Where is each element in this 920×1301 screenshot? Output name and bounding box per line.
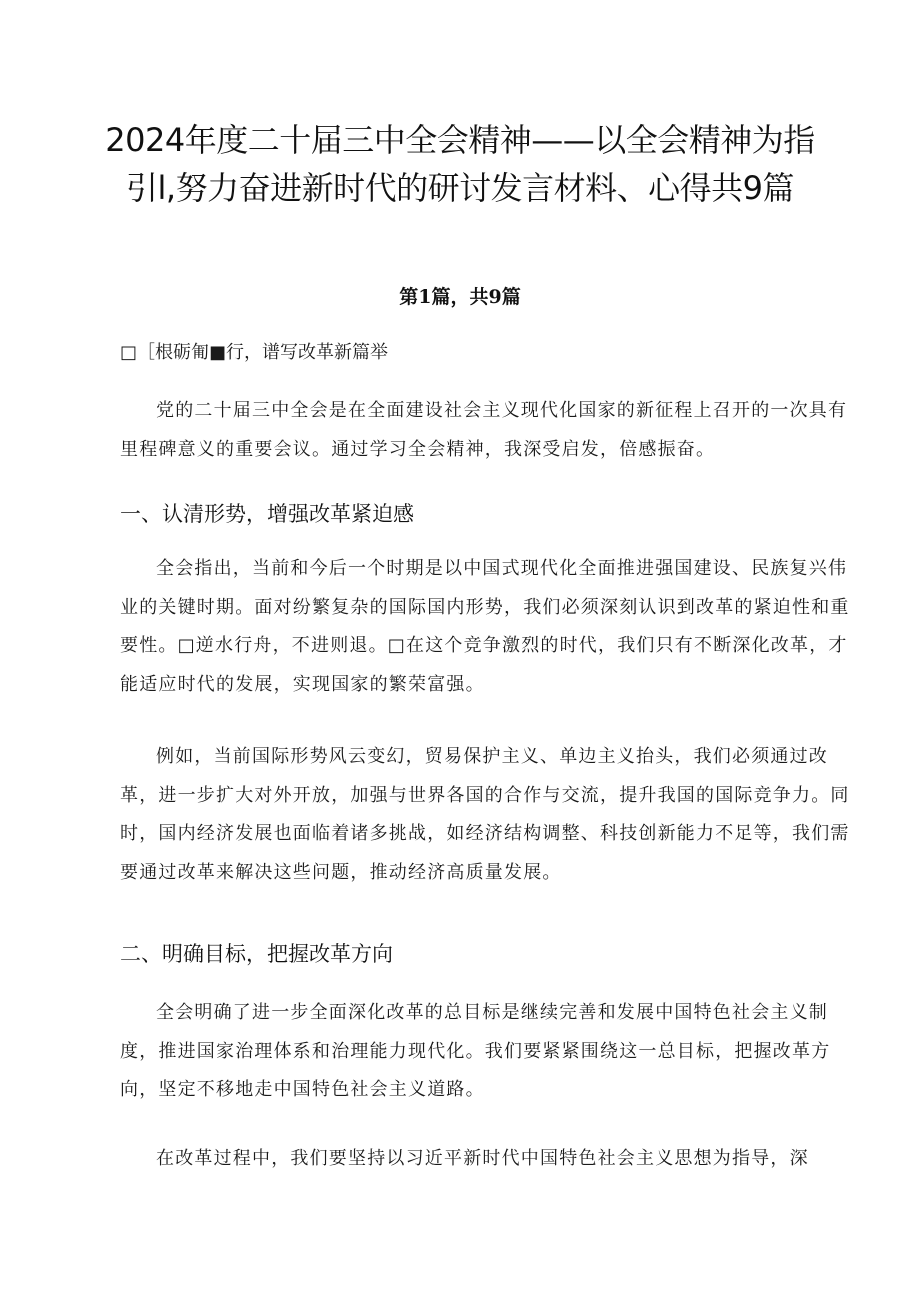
document-title-line-2: 引l,努力奋进新时代的研讨发言材料、心得共9篇 [126, 169, 794, 207]
section-heading-2: 二、明确目标，把握改革方向 [120, 942, 393, 966]
paragraph-goal: 全会明确了进一步全面深化改革的总目标是继续完善和发展中国特色社会主义制度，推进国家治理体系和治理能力现代化。我们要紧紧围绕这一总目标，把握改革方向，坚定不移地走中国特色社会主义道路。 [120, 1002, 831, 1100]
section-heading-1: 一、认清形势，增强改革紧迫感 [120, 502, 414, 526]
paragraph-process: 在改革过程中，我们要坚持以习近平新时代中国特色社会主义思想为指导，深 [156, 1148, 809, 1169]
part-label: 第1篇，共9篇 [399, 286, 521, 308]
paragraph-example: 例如，当前国际形势风云变幻，贸易保护主义、单边主义抬头，我们必须通过改革，进一步扩大对外开放，加强与世界各国的合作与交流，提升我国的国际竞争力。同时，国内经济发展也面临着诸多挑战，如经济结构调整、科技创新能力不足等，我们需要通过改革来解决这些问题，推动经济高质量发展。 [120, 746, 850, 883]
document-title-line-1: 2024年度二十届三中全会精神——以全会精神为指 [105, 121, 815, 159]
paragraph-situation: 全会指出，当前和今后一个时期是以中国式现代化全面推进强国建设、民族复兴伟业的关键时期。面对纷繁复杂的国际国内形势，我们必须深刻认识到改革的紧迫性和重要性。□逆水行舟，不进则退。□在这个竞争激烈的时代，我们只有不断深化改革，才能适应时代的发展，实现国家的繁荣富强。 [120, 558, 850, 695]
paragraph-intro: 党的二十届三中全会是在全面建设社会主义现代化国家的新征程上召开的一次具有里程碑意义的重要会议。通过学习全会精神，我深受启发，倍感振奋。 [120, 400, 848, 460]
article-subtitle: □［根砺匍■行，谱写改革新篇举 [120, 342, 389, 363]
